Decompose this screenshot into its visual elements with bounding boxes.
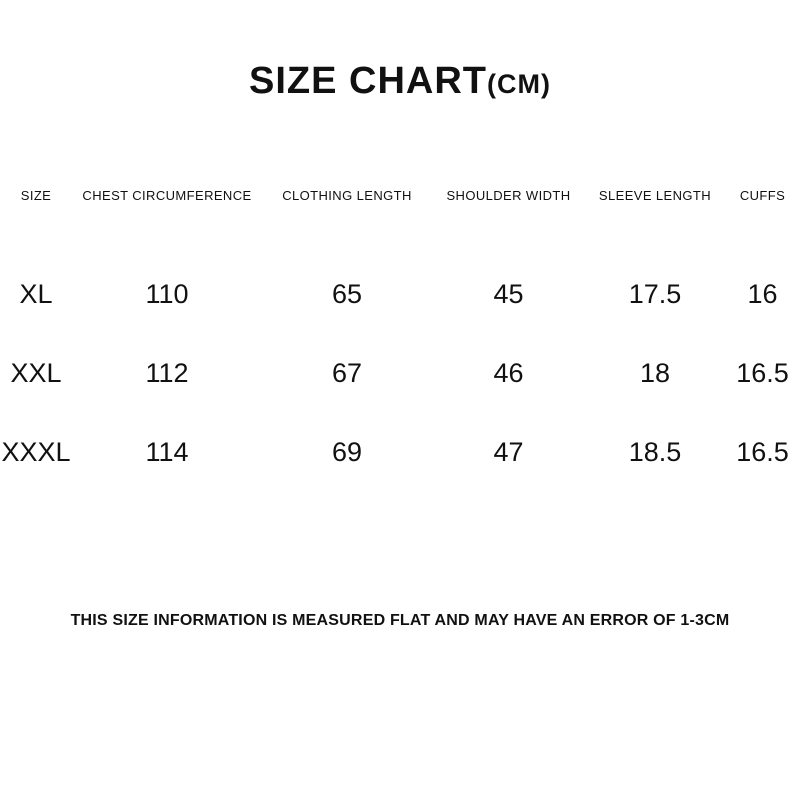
column-header-chest-circumference: CHEST CIRCUMFERENCE [82, 187, 252, 203]
page-title [0, 0, 800, 103]
cell-size: XL [19, 279, 53, 309]
table-row-xxxl [0, 413, 800, 492]
size-table-body [0, 209, 800, 492]
cell-chest-circumference: 112 [145, 358, 189, 388]
column-header-size: SIZE [20, 187, 52, 203]
table-row-xxl [0, 334, 800, 413]
cell-size: XXL [10, 358, 62, 388]
measurement-disclaimer: THIS SIZE INFORMATION IS MEASURED FLAT AND MAY HAVE AN ERROR OF 1-3CM [70, 612, 730, 629]
cell-shoulder-width: 46 [493, 358, 524, 388]
table-row-xl [0, 209, 800, 334]
cell-cuffs: 16 [747, 279, 778, 309]
size-table [0, 181, 800, 492]
cell-chest-circumference: 110 [145, 279, 189, 309]
column-header-clothing-length: CLOTHING LENGTH [282, 187, 412, 203]
page-title-unit: (CM) [487, 69, 551, 99]
column-header-sleeve-length: SLEEVE LENGTH [598, 187, 712, 203]
column-header-cuffs: CUFFS [739, 187, 786, 203]
cell-chest-circumference: 114 [145, 437, 189, 467]
cell-sleeve-length: 18.5 [628, 437, 682, 467]
cell-shoulder-width: 47 [493, 437, 524, 467]
size-table-header [0, 181, 800, 209]
cell-cuffs: 16.5 [736, 437, 789, 467]
cell-size: XXXL [1, 437, 71, 467]
header-row [0, 181, 800, 209]
cell-sleeve-length: 18 [639, 358, 671, 388]
cell-clothing-length: 65 [331, 279, 363, 309]
cell-cuffs: 16.5 [736, 358, 789, 388]
cell-shoulder-width: 45 [493, 279, 524, 309]
cell-clothing-length: 69 [331, 437, 363, 467]
page-title-main: SIZE CHART [249, 60, 487, 102]
cell-clothing-length: 67 [331, 358, 363, 388]
column-header-shoulder-width: SHOULDER WIDTH [446, 187, 571, 203]
cell-sleeve-length: 17.5 [628, 279, 682, 309]
